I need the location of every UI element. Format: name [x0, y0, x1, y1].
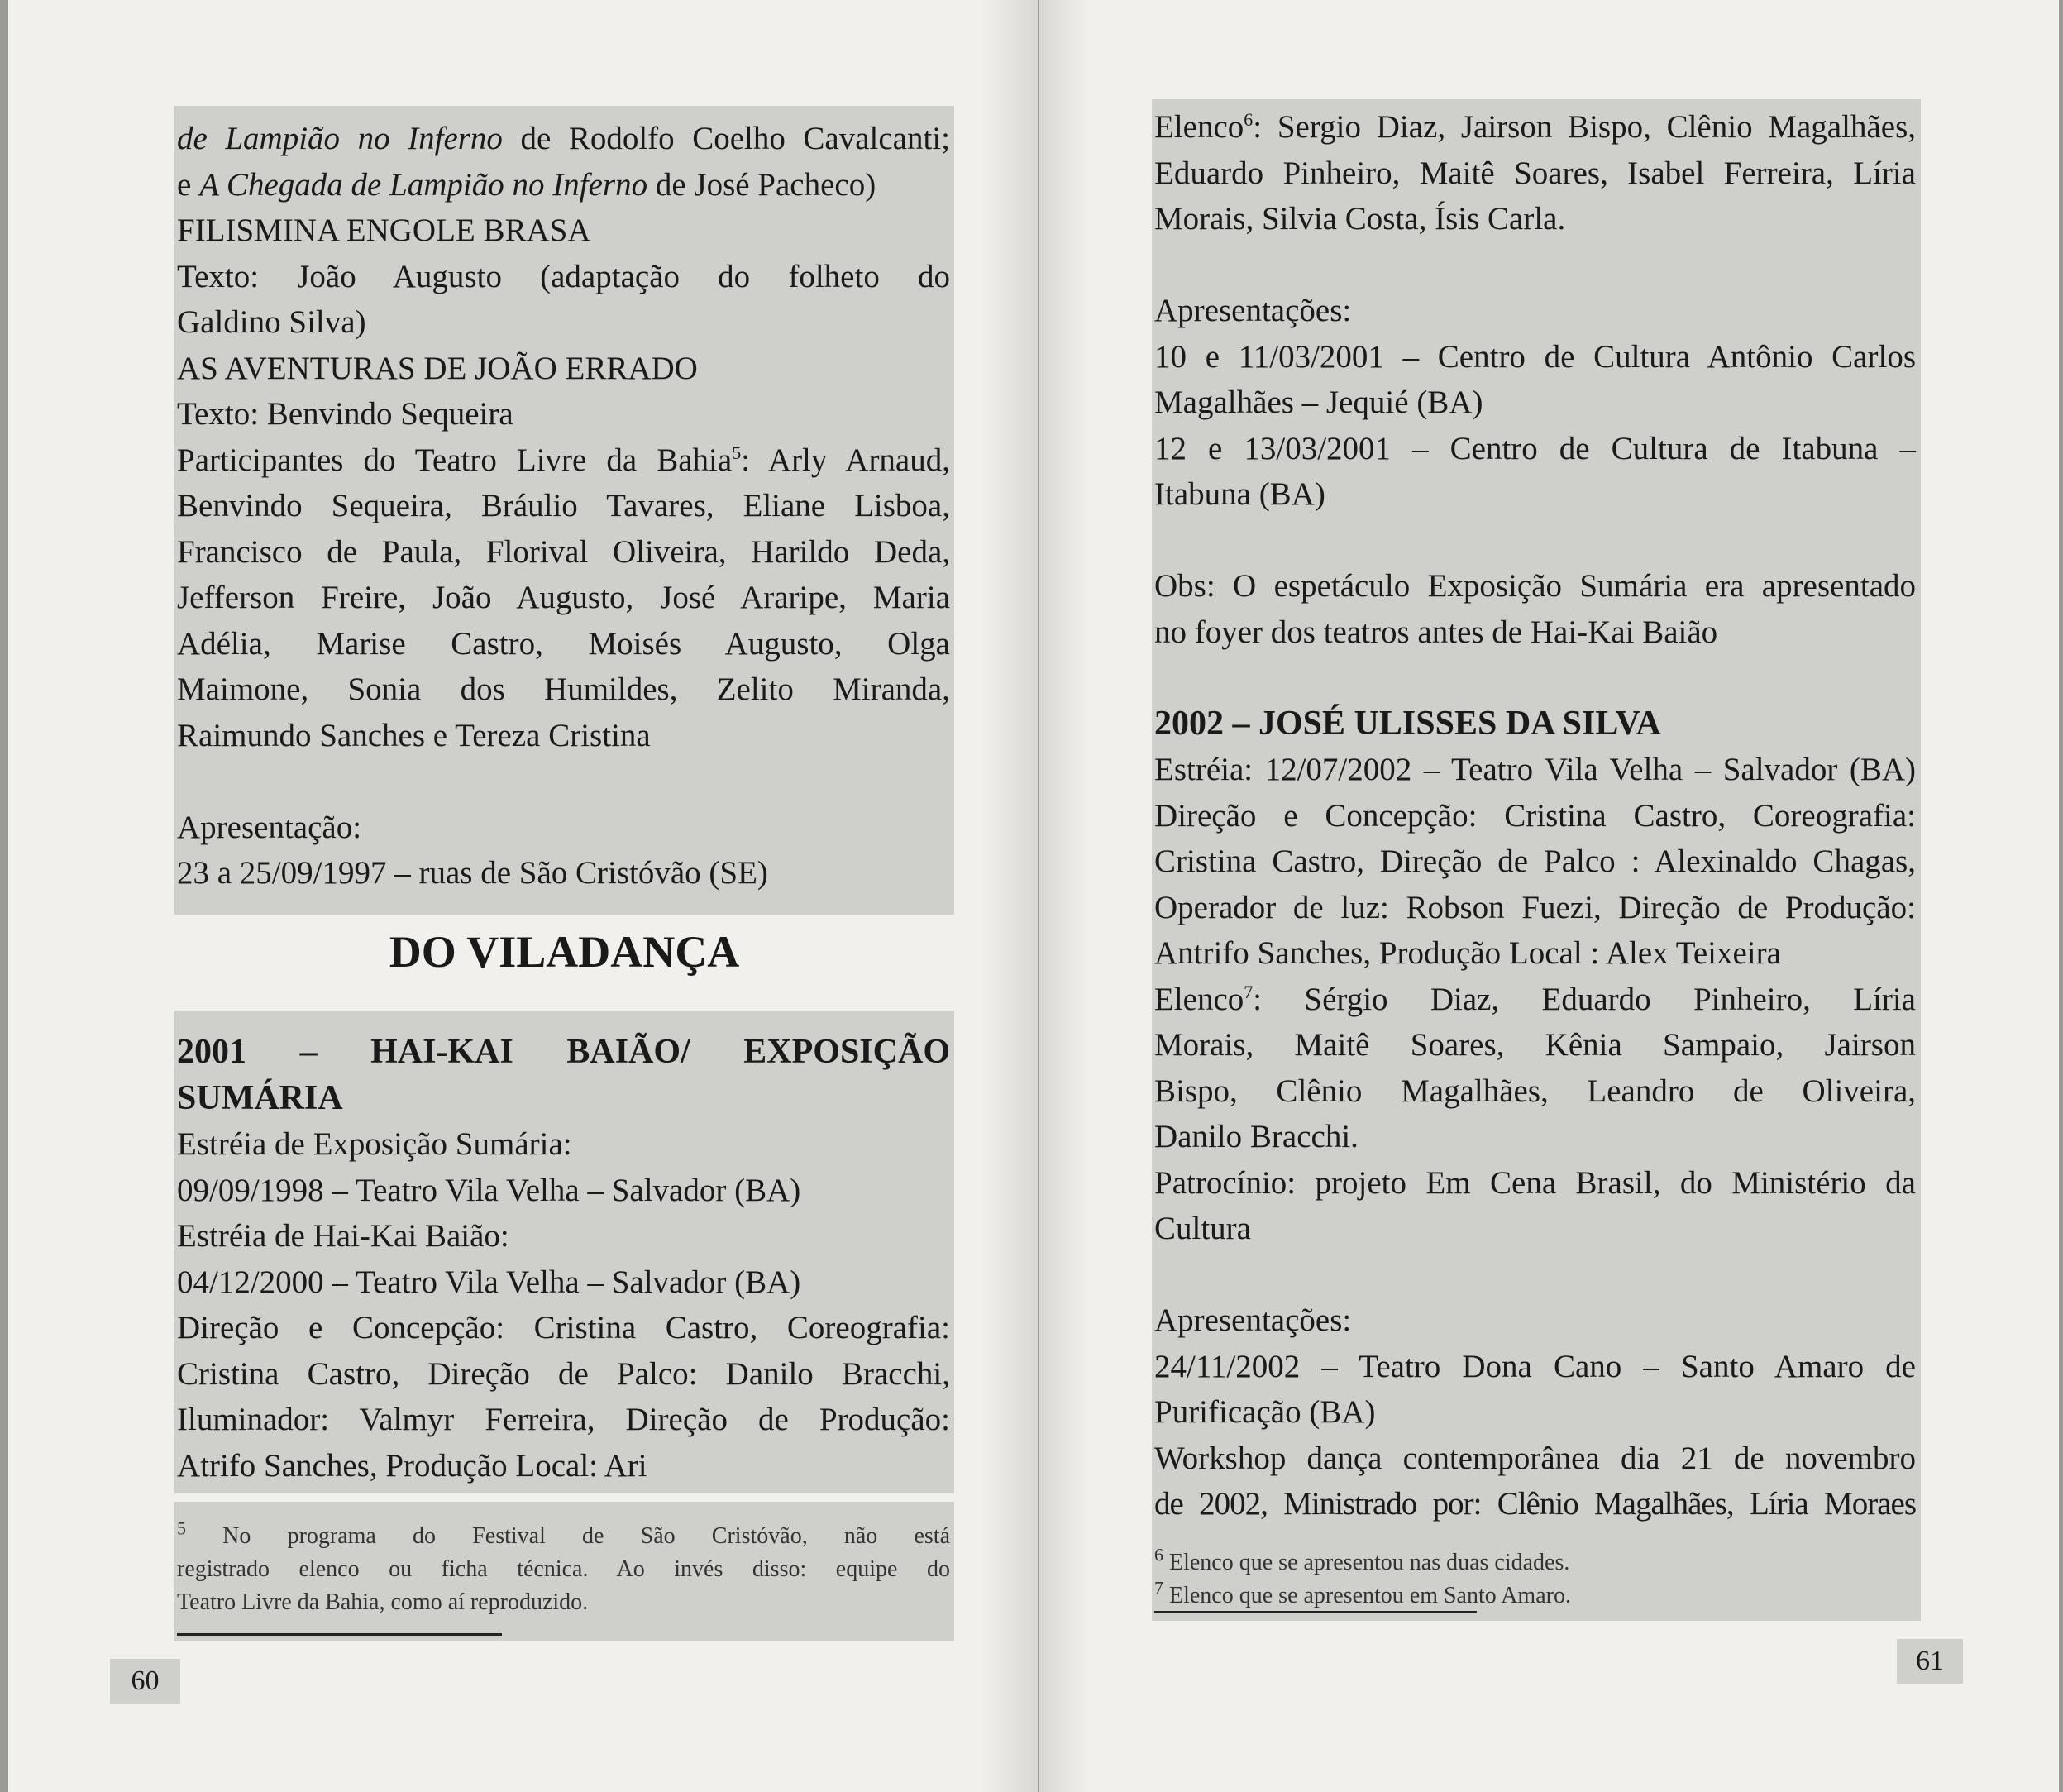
footnotes [1154, 1546, 1916, 1613]
footnote-marker: 6 [1154, 1544, 1163, 1565]
footnote-marker: 5 [177, 1517, 186, 1539]
text-line: 04/12/2000 – Teatro Vila Velha – Salvador (BA) [177, 1264, 801, 1300]
text-line: 09/09/1998 – Teatro Vila Velha – Salvador (BA) [177, 1172, 801, 1208]
gutter-shadow [980, 0, 1038, 1792]
text-line: e A Chegada de Lampião no Inferno de José Pacheco) [177, 166, 876, 203]
text-line: Maimone, Sonia dos Humildes, Zelito Miranda, [177, 671, 950, 707]
text-line: Cultura [1154, 1211, 1251, 1246]
footnote-ref: 7 [1244, 981, 1254, 1002]
text-line: Morais, Maitê Soares, Kênia Sampaio, Jairson [1154, 1027, 1916, 1063]
presentations-label: Apresentações: [1154, 293, 1352, 328]
footnote-ref: 6 [1244, 109, 1254, 130]
text-line: Obs: O espetáculo Exposição Sumária era apresentado [1154, 568, 1916, 604]
text-line: 10 e 11/03/2001 – Centro de Cultura Antônio Carlos [1154, 338, 1916, 375]
page-number: 61 [1897, 1639, 1963, 1684]
text-line: Texto: Benvindo Sequeira [177, 396, 513, 432]
footnote [177, 1517, 950, 1619]
text-line: Adélia, Marise Castro, Moisés Augusto, Olga [177, 625, 950, 662]
left-block2-text [177, 1030, 950, 1489]
text-line: Galdino Silva) [177, 304, 366, 340]
show-title: AS AVENTURAS DE JOÃO ERRADO [177, 350, 698, 386]
text-line: Benvindo Sequeira, Bráulio Tavares, Eliane Lisboa, [177, 488, 950, 523]
left-block1-text [177, 116, 950, 896]
footnote-line: registrado elenco ou ficha técnica. Ao invés disso: equipe do [177, 1556, 950, 1582]
text-line: Elenco$^6$: Sergio Diaz, Jairson Bispo, Clênio Magalhães, [1154, 109, 1916, 145]
text-line: Operador de luz: Robson Fuezi, Direção de Produção: [1154, 889, 1916, 925]
text-line: Cristina Castro, Direção de Palco: Danilo Bracchi, [177, 1355, 950, 1392]
show-heading: 2002 – JOSÉ ULISSES DA SILVA [1154, 704, 1661, 743]
text-line: Direção e Concepção: Cristina Castro, Coreografia: [1154, 797, 1916, 834]
text-line: Jefferson Freire, João Augusto, José Araripe, Maria [177, 580, 950, 615]
text-line: de 2002, Ministrado por: Clênio Magalhães, Líria Moraes [1154, 1486, 1916, 1522]
right-block-text [1154, 104, 1916, 1527]
text-line: Itabuna (BA) [1154, 476, 1325, 512]
footnote-line: $^5$ No programa do Festival de São Cristóvão, não está [177, 1517, 950, 1549]
footnote-line: Teatro Livre da Bahia, como aí reproduzido. [177, 1589, 589, 1615]
text-line: 23 a 25/09/1997 – ruas de São Cristóvão (SE) [177, 855, 768, 891]
text-line: Danilo Bracchi. [1154, 1119, 1359, 1154]
text-line: Workshop dança contemporânea dia 21 de novembro [1154, 1440, 1916, 1476]
text-line: Eduardo Pinheiro, Maitê Soares, Isabel Ferreira, Líria [1154, 155, 1916, 191]
text-line: Magalhães – Jequié (BA) [1154, 385, 1483, 420]
text-line: Purificação (BA) [1154, 1394, 1376, 1430]
show-heading: SUMÁRIA [177, 1078, 343, 1117]
footnote-ref: 5 [732, 442, 742, 463]
text-line: Elenco$^7$: Sérgio Diaz, Eduardo Pinheiro, Líria [1154, 981, 1916, 1017]
text-line: Patrocínio: projeto Em Cena Brasil, do Ministério da [1154, 1164, 1916, 1201]
text-line: Antrifo Sanches, Produção Local : Alex Teixeira [1154, 935, 1781, 971]
text-line: Estréia de Exposição Sumária: [177, 1126, 572, 1162]
presentation-label: Apresentação: [177, 809, 362, 845]
gutter-shadow [1039, 0, 1089, 1792]
text-line: Direção e Concepção: Cristina Castro, Coreografia: [177, 1310, 950, 1345]
text-line: Estréia de Hai-Kai Baião: [177, 1218, 509, 1254]
text-line: Texto: João Augusto (adaptação do folheto do [177, 258, 950, 294]
text-line: Estréia: 12/07/2002 – Teatro Vila Velha – Salvador (BA) [1154, 752, 1916, 787]
footnote-rule [1154, 1611, 1477, 1613]
section-title: DO VILADANÇA [389, 927, 740, 977]
page-number: 60 [110, 1659, 180, 1704]
show-title: FILISMINA ENGOLE BRASA [177, 213, 591, 248]
text-line: Francisco de Paula, Florival Oliveira, Harildo Deda, [177, 533, 950, 570]
text-line: Atrifo Sanches, Produção Local: Ari [177, 1447, 647, 1484]
text-line: Iluminador: Valmyr Ferreira, Direção de Produção: [177, 1402, 950, 1437]
text-line: 12 e 13/03/2001 – Centro de Cultura de Itabuna – [1154, 430, 1916, 466]
right-page [1039, 0, 2059, 1792]
text-line: Bispo, Clênio Magalhães, Leandro de Oliveira, [1154, 1073, 1916, 1109]
text-line: 24/11/2002 – Teatro Dona Cano – Santo Amaro de [1154, 1348, 1916, 1384]
text-line: Cristina Castro, Direção de Palco : Alexinaldo Chagas, [1154, 843, 1916, 879]
footnote-marker: 7 [1154, 1577, 1163, 1598]
text-line: no foyer dos teatros antes de Hai-Kai Baião [1154, 614, 1718, 650]
text-line: Morais, Silvia Costa, Ísis Carla. [1154, 201, 1566, 237]
footnote-rule [177, 1633, 502, 1636]
text-line: de Lampião no Inferno de Rodolfo Coelho Cavalcanti; [177, 121, 950, 156]
text-line: Participantes do Teatro Livre da Bahia$^5$: Arly Arnaud, [177, 442, 950, 478]
footnote-line: $^7$ Elenco que se apresentou em Santo Amaro. [1154, 1577, 1571, 1608]
left-page [8, 0, 1038, 1792]
presentations-label: Apresentações: [1154, 1302, 1352, 1338]
show-heading: 2001 – HAI-KAI BAIÃO/ EXPOSIÇÃO [177, 1033, 950, 1071]
footnote-line: $^6$ Elenco que se apresentou nas duas cidades. [1154, 1544, 1570, 1575]
text-line: Raimundo Sanches e Tereza Cristina [177, 717, 651, 753]
